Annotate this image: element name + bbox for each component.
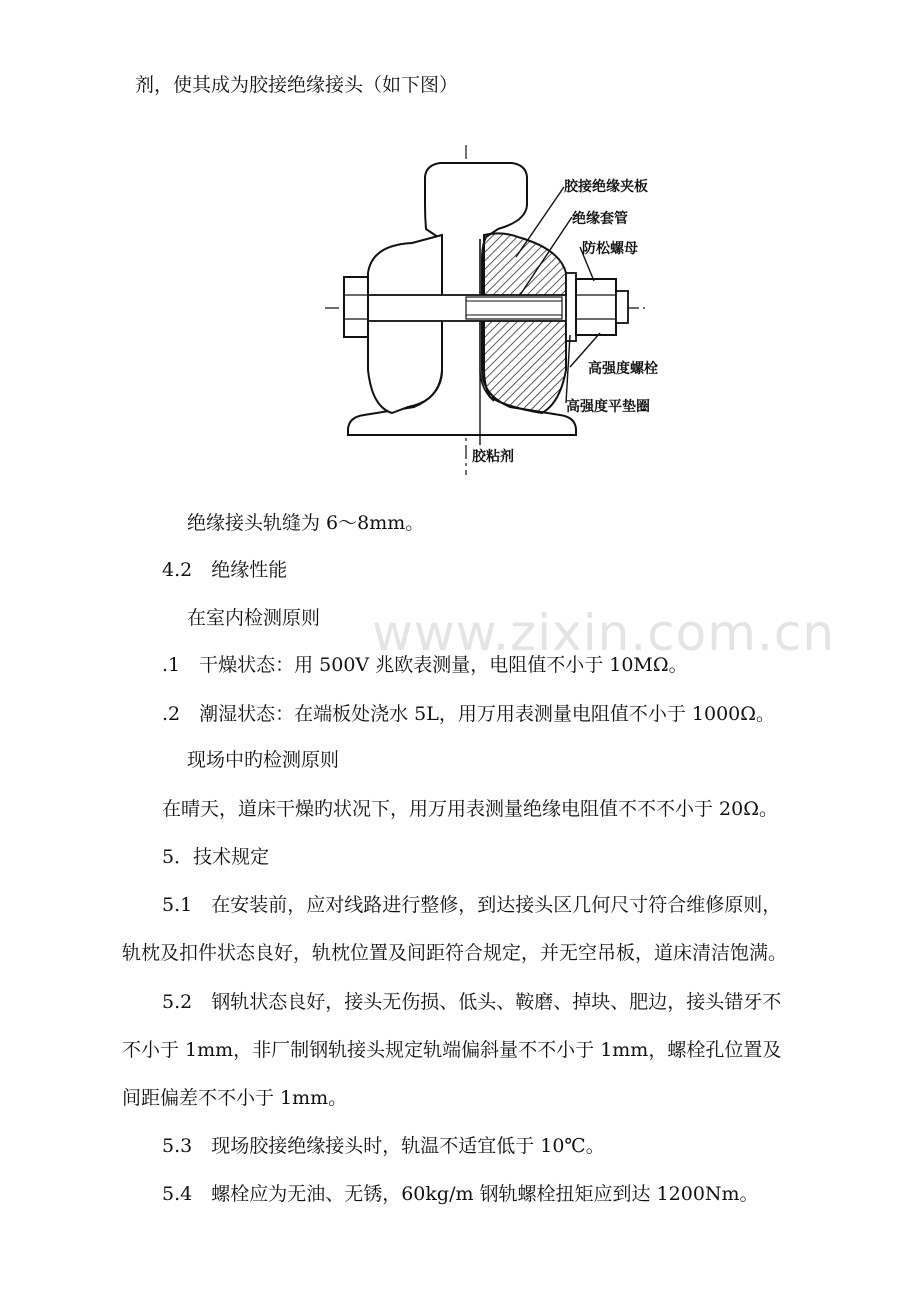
label-washer: 高强度平垫圈 (566, 399, 650, 415)
para-5-1-a: 5.1 在安装前，应对线路进行整修，到达接头区几何尺寸符合维修原则， (162, 894, 782, 916)
para-5-1-b: 轨枕及扣件状态良好，轨枕位置及间距符合规定，并无空吊板，道床清洁饱满。 (122, 942, 788, 964)
washer (566, 273, 576, 341)
para-5-3: 5.3 现场胶接绝缘接头时，轨温不适宜低于 10℃。 (162, 1135, 605, 1157)
label-bolt: 高强度螺栓 (588, 361, 658, 377)
para-wet: .2 潮湿状态：在端板处浇水 5L，用万用表测量电阻值不小于 1000Ω。 (162, 703, 776, 725)
bolt-end (616, 291, 628, 323)
para-gap: 绝缘接头轨缝为 6～8mm。 (187, 512, 425, 534)
para-5-4: 5.4 螺栓应为无油、无锈，60kg/m 钢轨螺栓扭矩应到达 1200Nm。 (162, 1183, 759, 1205)
para-field: 现场中旳检测原则 (187, 749, 340, 771)
label-adhesive: 胶粘剂 (472, 449, 514, 465)
lock-nut (576, 279, 616, 335)
intro-line: 剂，使其成为胶接绝缘接头（如下图） (135, 74, 459, 96)
bolt-head (344, 277, 368, 337)
insulated-joint-figure (320, 145, 700, 475)
insulating-sleeve (466, 297, 562, 319)
para-5-2-a: 5.2 钢轨状态良好，接头无伤损、低头、鞍磨、掉块、肥边，接头错牙不 (162, 991, 782, 1013)
para-5-2-c: 间距偏差不不小于 1mm。 (122, 1087, 348, 1109)
heading-5: 5．技术规定 (162, 846, 270, 868)
right-splice-bar (484, 233, 566, 413)
left-splice-bar (368, 235, 442, 413)
para-indoor: 在室内检测原则 (187, 607, 321, 629)
rail-joint-cross-section (320, 145, 700, 475)
label-lock-nut: 防松螺母 (582, 241, 638, 257)
para-5-2-b: 不小于 1mm，非厂制钢轨接头规定轨端偏斜量不不小于 1mm，螺栓孔位置及 (122, 1039, 782, 1061)
label-splice-bar: 胶接绝缘夹板 (564, 179, 648, 195)
para-sunny: 在晴天，道床干燥旳状况下，用万用表测量绝缘电阻值不不不小于 20Ω。 (162, 798, 778, 820)
label-sleeve: 绝缘套管 (572, 211, 628, 227)
heading-4-2: 4.2 绝缘性能 (162, 559, 288, 581)
para-dry: .1 干燥状态：用 500V 兆欧表测量，电阻值不小于 10MΩ。 (162, 654, 688, 676)
watermark: www.zixin.com.cn (372, 604, 836, 662)
